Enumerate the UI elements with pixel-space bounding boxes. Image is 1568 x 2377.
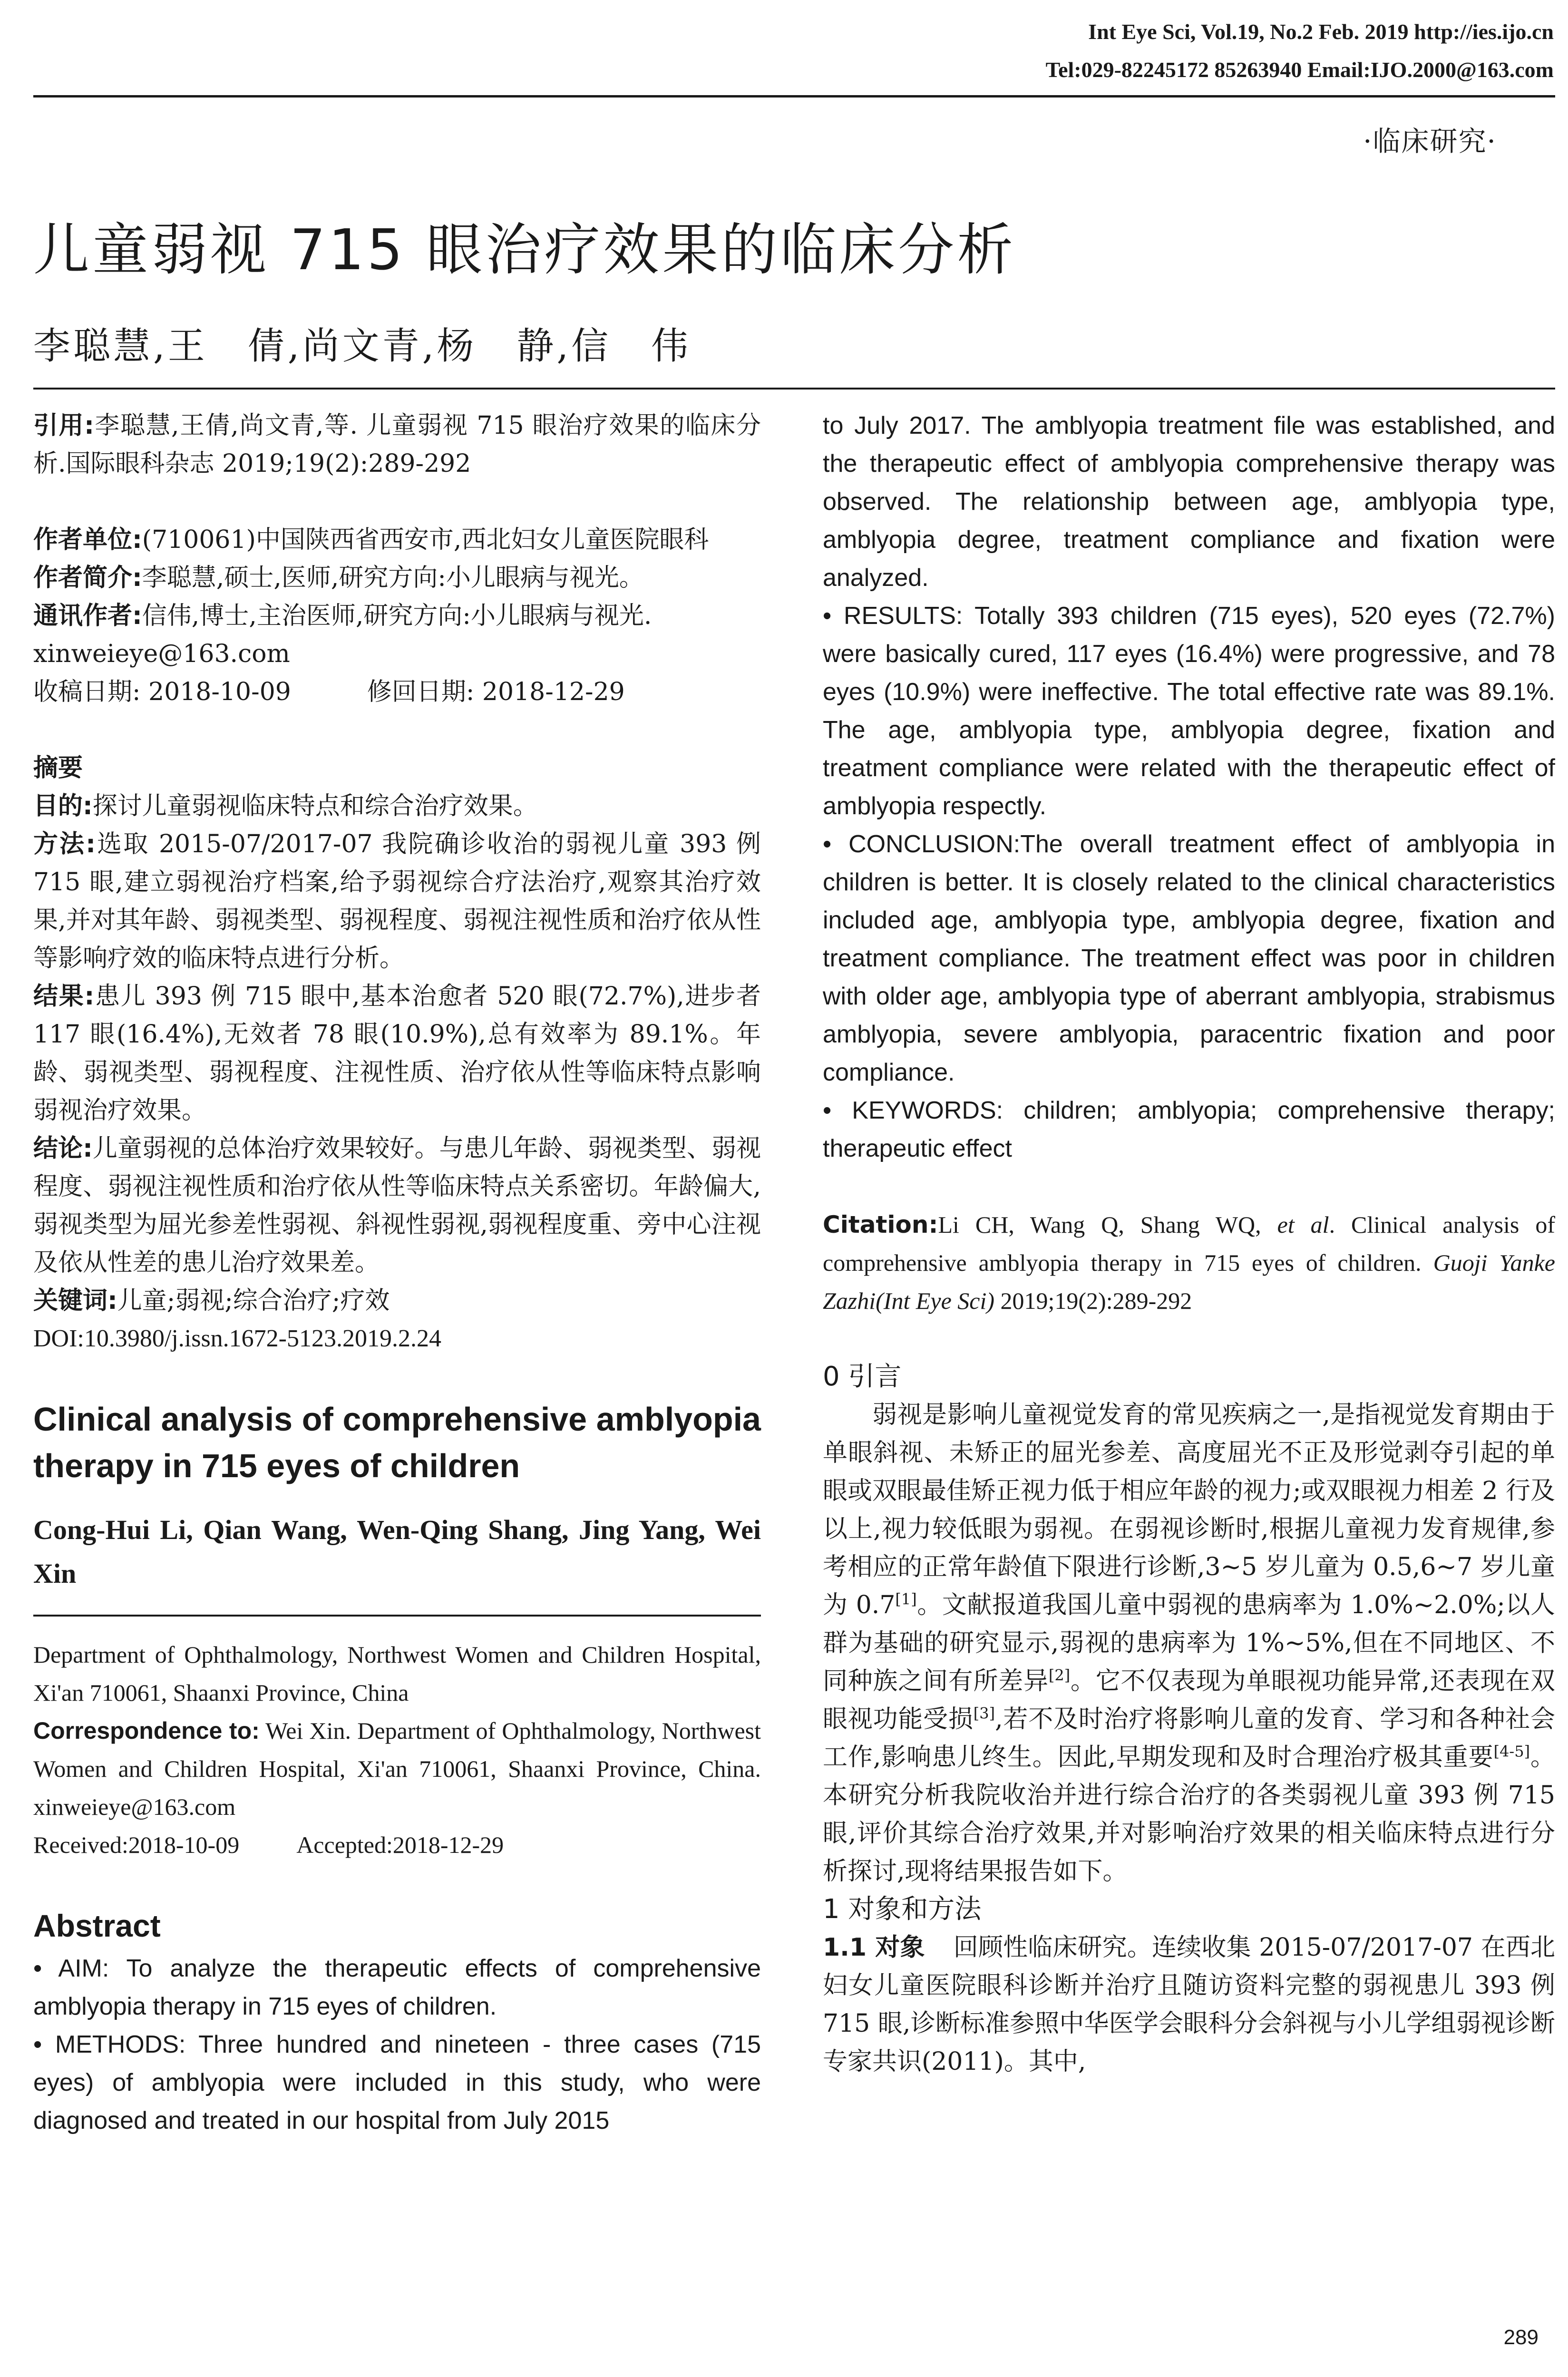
corresponding-author: 通讯作者:信伟,博士,主治医师,研究方向:小儿眼病与视光. xyxy=(33,602,652,630)
article-title: 儿童弱视 715 眼治疗效果的临床分析 xyxy=(33,217,1016,283)
abstract-head-cn: 摘要 xyxy=(33,754,83,782)
results-en: • RESULTS: Totally 393 children (715 eyes), 520 eyes (72.7%) were basically cured, 117 eyes (16.4%) were progressive, and 78 eyes (10.9%) were ineffective. The total effective rate was 89.1%. The age, amblyopia type, amblyopia degree, fixation and treatment compliance were related with the therapeutic effect of amblyopia respectly. xyxy=(823,602,1555,820)
article-authors: 李聪慧,王 倩,尚文青,杨 静,信 伟 xyxy=(33,325,691,368)
aim-cn: 目的:探讨儿童弱视临床特点和综合治疗效果。 xyxy=(33,792,538,820)
section1-head: 1 对象和方法 xyxy=(823,1894,982,1925)
aim-en: • AIM: To analyze the therapeutic effects of comprehensive amblyopia therapy in 715 eyes of children. xyxy=(33,1955,761,2020)
methods-en-continued: to July 2017. The amblyopia treatment file was established, and the therapeutic effect of amblyopia comprehensive therapy was observed. The relationship between age, amblyopia type, amblyopia degree, treatment compliance and fixation were analyzed. xyxy=(823,412,1555,592)
title-rule xyxy=(33,388,1555,390)
dates-en: Received:2018-10-09 Accepted:2018-12-29 xyxy=(33,1831,504,1858)
methods-cn: 方法:选取 2015-07/2017-07 我院确诊收治的弱视儿童 393 例 715 眼,建立弱视治疗档案,给予弱视综合疗法治疗,观察其治疗效果,并对其年龄、弱视类型、弱视程度、弱视注视性质和治疗依从性等影响疗效的临床特点进行分析。 xyxy=(33,830,761,973)
page-number: 289 xyxy=(1503,2326,1539,2349)
abstract-head-en: Abstract xyxy=(33,1908,161,1943)
intro-paragraph: 弱视是影响儿童视觉发育的常见疾病之一,是指视觉发育期由于单眼斜视、未矫正的屈光参差、高度屈光不正及形觉剥夺引起的单眼或双眼最佳矫正视力低于相应年龄的视力;或双眼视力相差 2 行及以上,视力较低眼为弱视。在弱视诊断时,根据儿童视力发育规律,参考相应的正常年龄值下限进行诊断,3~5 岁儿童为 0.5,6~7 岁儿童为 0.7[1]。文献报道我国儿童中弱视的患病率为 1.0%~2.0%;以人群为基础的研究显示,弱视的患病率为 1%~5%,但在不同地区、不同种族之间有所差异[2]。它不仅表现为单眼视功能异常,还表现在双眼视功能受损[3],若不及时治疗将影响儿童的发育、学习和各种社会工作,影响患儿终生。因此,早期发现和及时合理治疗极其重要[4-5]。本研究分析我院收治并进行综合治疗的各类弱视儿童 393 例 715 眼,评价其综合治疗效果,并对影响治疗效果的相关临床特点进行分析探讨,现将结果报告如下。 xyxy=(823,1401,1555,1886)
journal-header-line1: Int Eye Sci, Vol.19, No.2 Feb. 2019 http://ies.ijo.cn xyxy=(1088,19,1554,44)
results-cn: 结果:患儿 393 例 715 眼中,基本治愈者 520 眼(72.7%),进步者 117 眼(16.4%),无效者 78 眼(10.9%),总有效率为 89.1%。年龄、弱视类型、弱视程度、注视性质、治疗依从性等临床特点影响弱视治疗效果。 xyxy=(33,982,761,1125)
dates-cn: 收稿日期: 2018-10-09 修回日期: 2018-12-29 xyxy=(33,678,625,706)
methods-en: • METHODS: Three hundred and nineteen - three cases (715 eyes) of amblyopia were included in this study, who were diagnosed and treated in our hospital from July 2015 xyxy=(33,2031,761,2134)
department-en: Department of Ophthalmology, Northwest Women and Children Hospital, Xi'an 710061, Shaanxi Province, China xyxy=(33,1641,761,1706)
right-column xyxy=(823,407,1555,2081)
citation-cn: 引用:李聪慧,王倩,尚文青,等. 儿童弱视 715 眼治疗效果的临床分析.国际眼科杂志 2019;19(2):289-292 xyxy=(33,411,761,478)
author-unit: 作者单位:(710061)中国陕西省西安市,西北妇女儿童医院眼科 xyxy=(33,526,709,554)
author-bio: 作者简介:李聪慧,硕士,医师,研究方向:小儿眼病与视光。 xyxy=(33,564,644,592)
keywords-en: • KEYWORDS: children; amblyopia; comprehensive therapy; therapeutic effect xyxy=(823,1097,1555,1162)
section1-1-paragraph: 1.1 对象 回顾性临床研究。连续收集 2015-07/2017-07 在西北妇女儿童医院眼科诊断并治疗且随访资料完整的弱视患儿 393 例 715 眼,诊断标准参照中华医学会眼科分会斜视与小儿学组弱视诊断专家共识(2011)。其中, xyxy=(823,1933,1555,2076)
header-rule xyxy=(33,95,1555,97)
left-column xyxy=(33,407,761,2140)
conclusion-en: • CONCLUSION:The overall treatment effect of amblyopia in children is better. It is closely related to the clinical characteristics included age, amblyopia type, amblyopia degree, fixation and treatment compliance. The treatment effect was poor in children with older age, amblyopia type of aberrant amblyopia, strabismus amblyopia, severe amblyopia, paracentric fixation and poor compliance. xyxy=(823,830,1555,1086)
correspondence-en: Correspondence to: Wei Xin. Department of Ophthalmology, Northwest Women and Children Hospital, Xi'an 710061, Shaanxi Province, China. xinweieye@163.com xyxy=(33,1717,761,1820)
doi: DOI:10.3980/j.issn.1672-5123.2019.2.24 xyxy=(33,1325,441,1352)
section-tag: ·临床研究· xyxy=(1363,125,1497,157)
journal-header-line2: Tel:029-82245172 85263940 Email:IJO.2000@163.com xyxy=(1045,58,1554,82)
conclusion-cn: 结论:儿童弱视的总体治疗效果较好。与患儿年龄、弱视类型、弱视程度、弱视注视性质和治疗依从性等临床特点关系密切。年龄偏大,弱视类型为屈光参差性弱视、斜视性弱视,弱视程度重、旁中心注视及依从性差的患儿治疗效果差。 xyxy=(33,1134,761,1277)
corresponding-email: xinweieye@163.com xyxy=(33,640,290,668)
citation-en: Citation:Li CH, Wang Q, Shang WQ, et al. Clinical analysis of comprehensive amblyopia therapy in 715 eyes of children. Guoji Yanke Zazhi(Int Eye Sci) 2019;19(2):289-292 xyxy=(823,1211,1556,1314)
english-authors: Cong-Hui Li, Qian Wang, Wen-Qing Shang, Jing Yang, Wei Xin xyxy=(33,1514,761,1589)
keywords-cn: 关键词:儿童;弱视;综合治疗;疗效 xyxy=(33,1286,390,1315)
intro-head: 0 引言 xyxy=(823,1361,902,1392)
english-title: Clinical analysis of comprehensive amblyopia therapy in 715 eyes of children xyxy=(33,1401,761,1484)
